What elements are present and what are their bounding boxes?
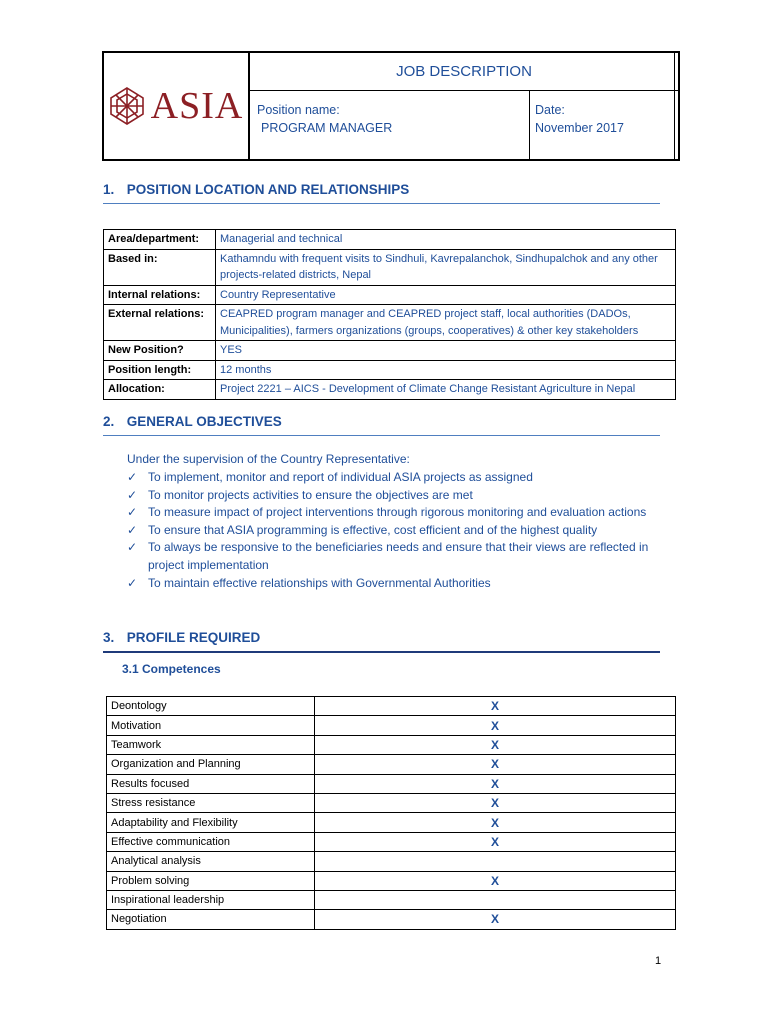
list-item: [127, 487, 667, 505]
table-row: [107, 735, 676, 754]
section-2-heading: [103, 414, 660, 436]
objectives-block: [127, 450, 667, 592]
competences-table: [106, 696, 676, 930]
row-value: Project 2221 – AICS - Development of Climate Change Resistant Agriculture in Nepal: [216, 380, 676, 400]
competence-name: Organization and Planning: [107, 755, 315, 774]
competence-mark: X: [315, 755, 676, 774]
table-row: [107, 755, 676, 774]
table-row: [107, 910, 676, 929]
competence-mark: [315, 852, 676, 871]
table-row: [107, 890, 676, 909]
position-label: Position name:: [257, 103, 340, 117]
position-value: PROGRAM MANAGER: [261, 121, 393, 135]
table-row: [104, 230, 676, 250]
list-item: [127, 469, 667, 487]
table-row: [107, 716, 676, 735]
table-row: [104, 249, 676, 285]
table-row: [104, 341, 676, 361]
objectives-intro: Under the supervision of the Country Representative:: [127, 452, 410, 466]
objective-text: To measure impact of project interventions through rigorous monitoring and evaluation actions: [148, 505, 647, 520]
table-row: [104, 380, 676, 400]
table-row: [104, 305, 676, 341]
objective-text: To ensure that ASIA programming is effective, cost efficient and of the highest quality: [148, 522, 598, 537]
competence-mark: X: [315, 832, 676, 851]
competence-mark: X: [315, 697, 676, 716]
asia-logo: [109, 84, 244, 128]
row-key: Based in:: [104, 249, 216, 285]
page-number: 1: [655, 955, 662, 967]
table-row: [107, 813, 676, 832]
header-box: [102, 51, 680, 161]
list-item: [127, 575, 667, 593]
competence-mark: [315, 890, 676, 909]
checkmark-icon: ✓: [127, 487, 138, 502]
section-2-title: GENERAL OBJECTIVES: [126, 414, 282, 429]
logo-word: ASIA: [150, 85, 244, 127]
checkmark-icon: ✓: [127, 470, 138, 484]
document-title: JOB DESCRIPTION: [250, 53, 678, 91]
checkmark-icon: ✓: [127, 540, 138, 555]
table-row: [104, 285, 676, 305]
position-info-table: [103, 229, 676, 400]
competence-name: Motivation: [107, 716, 315, 735]
logo-cell: [104, 53, 250, 159]
header-edge-line: [674, 53, 675, 159]
table-row: [107, 697, 676, 716]
header-info-row: [250, 91, 678, 159]
competence-mark: X: [315, 871, 676, 890]
competence-name: Inspirational leadership: [107, 890, 315, 909]
checkmark-icon: ✓: [127, 522, 138, 537]
competence-mark: X: [315, 910, 676, 929]
table-row: [107, 832, 676, 851]
header-right: [250, 53, 678, 159]
competence-mark: X: [315, 735, 676, 754]
row-value: YES: [216, 341, 676, 361]
competence-name: Effective communication: [107, 832, 315, 851]
competence-mark: X: [315, 716, 676, 735]
competence-name: Stress resistance: [107, 793, 315, 812]
competence-mark: X: [315, 813, 676, 832]
date-label: Date:: [535, 103, 565, 117]
objectives-list: [127, 469, 667, 592]
date-value: November 2017: [535, 121, 624, 135]
asia-emblem-icon: [109, 86, 145, 126]
section-1-heading: [103, 182, 660, 204]
row-value: Country Representative: [216, 285, 676, 305]
list-item: [127, 522, 667, 540]
row-value: CEAPRED program manager and CEAPRED project staff, local authorities (DADOs, Municipalities), farmers organizations (groups, cooperatives) & other key stakeholders: [216, 305, 676, 341]
section-1-title: POSITION LOCATION AND RELATIONSHIPS: [126, 182, 410, 197]
row-key: Allocation:: [104, 380, 216, 400]
section-3-title: PROFILE REQUIRED: [126, 630, 261, 645]
row-key: New Position?: [104, 341, 216, 361]
competence-name: Negotiation: [107, 910, 315, 929]
competence-name: Deontology: [107, 697, 315, 716]
section-2-number: 2.: [103, 414, 115, 429]
date-cell: [530, 91, 678, 159]
table-row: [107, 852, 676, 871]
row-value: Kathamndu with frequent visits to Sindhuli, Kavrepalanchok, Sindhupalchok and any other projects-related districts, Nepal: [216, 249, 676, 285]
position-cell: [250, 91, 530, 159]
list-item: [127, 504, 667, 522]
table-row: [107, 793, 676, 812]
competence-name: Teamwork: [107, 735, 315, 754]
table-row: [107, 871, 676, 890]
competence-mark: X: [315, 774, 676, 793]
objective-text: To implement, monitor and report of individual ASIA projects as assigned: [148, 470, 533, 484]
checkmark-icon: ✓: [127, 505, 138, 520]
row-key: Internal relations:: [104, 285, 216, 305]
row-value: Managerial and technical: [216, 230, 676, 250]
row-key: Position length:: [104, 360, 216, 380]
competence-name: Analytical analysis: [107, 852, 315, 871]
competence-name: Problem solving: [107, 871, 315, 890]
row-key: External relations:: [104, 305, 216, 341]
competence-mark: X: [315, 793, 676, 812]
row-value: 12 months: [216, 360, 676, 380]
section-3-heading: [103, 630, 660, 653]
competences-subheading: 3.1 Competences: [122, 662, 221, 676]
list-item: [127, 539, 667, 574]
checkmark-icon: ✓: [127, 575, 138, 590]
competence-name: Adaptability and Flexibility: [107, 813, 315, 832]
competence-name: Results focused: [107, 774, 315, 793]
section-1-number: 1.: [103, 182, 115, 197]
objective-text: To always be responsive to the beneficiaries needs and ensure that their views are reflected in project implementation: [148, 540, 649, 572]
objective-text: To maintain effective relationships with Governmental Authorities: [148, 575, 491, 590]
row-key: Area/department:: [104, 230, 216, 250]
table-row: [107, 774, 676, 793]
table-row: [104, 360, 676, 380]
section-3-number: 3.: [103, 630, 115, 645]
objective-text: To monitor projects activities to ensure the objectives are met: [148, 487, 473, 502]
